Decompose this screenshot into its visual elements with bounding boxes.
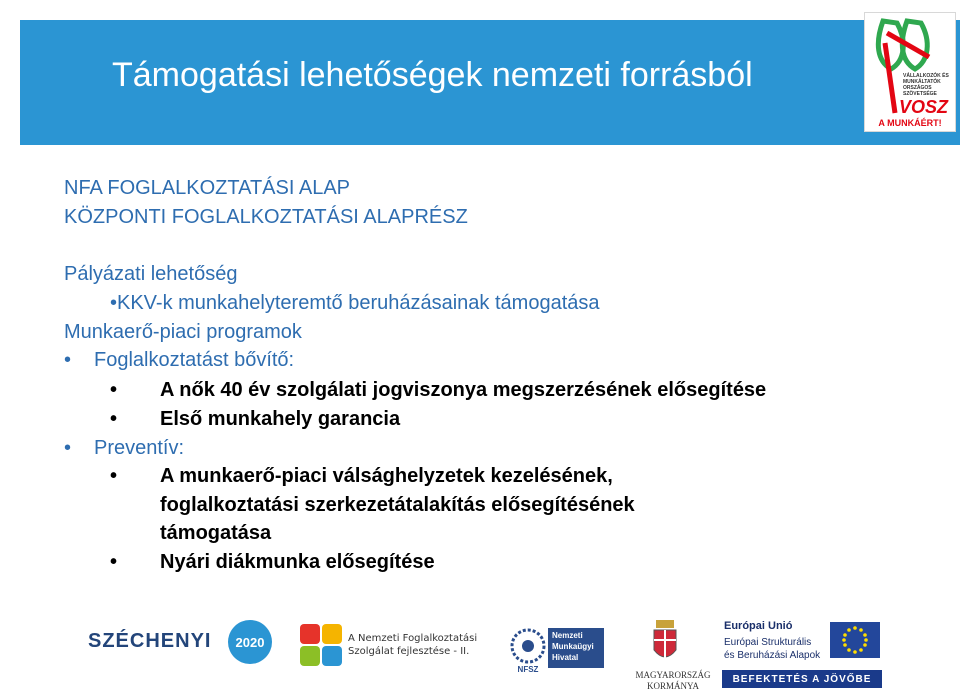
- bullet-icon: •: [64, 349, 72, 371]
- preventive-item-line-3: támogatása: [160, 522, 272, 544]
- expand-item-first-job: Első munkahely garancia: [160, 408, 401, 430]
- szechenyi-2020-badge: 2020: [228, 620, 272, 664]
- fund-line-1: NFA FOGLALKOZTATÁSI ALAP: [64, 177, 351, 199]
- nfsz-label: NFSZ: [517, 665, 539, 674]
- vosz-tagline: A MUNKÁÉRT!: [878, 118, 942, 128]
- footer-logos: [0, 600, 960, 694]
- preventive-item-line-2: foglalkoztatási szerkezetátalakítás elősegítésének: [160, 494, 635, 516]
- expand-heading: Foglalkoztatást bővítő:: [94, 349, 295, 371]
- preventive-heading: Preventív:: [94, 437, 185, 459]
- bullet-icon: •: [110, 551, 118, 573]
- nfa-project-text: [348, 632, 477, 658]
- vosz-logo: [864, 12, 956, 132]
- nfsz-emblem-icon: [508, 626, 548, 674]
- vosz-small-text: VÁLLALKOZÓK ÉS MUNKÁLTATÓK ORSZÁGOS SZÖVETSÉGE: [903, 73, 949, 97]
- hu-line-2: KORMÁNYA: [646, 681, 699, 691]
- bullet-icon: •: [64, 437, 72, 459]
- slide-title: Támogatási lehetőségek nemzeti forrásból: [112, 56, 753, 94]
- vosz-wordmark: VOSZ: [899, 97, 949, 117]
- nfsz-box: Nemzeti Munkaügyi Hivatal: [548, 628, 604, 668]
- bullet-icon: •: [110, 408, 118, 430]
- eu-title: Európai Unió: [724, 620, 793, 632]
- eu-flag-icon: [830, 622, 880, 658]
- tender-item: •KKV-k munkahelyteremtő beruházásainak támogatása: [110, 292, 600, 314]
- puzzle-icon: [298, 620, 344, 670]
- bullet-icon: •: [110, 379, 118, 401]
- preventive-item-line-1: A munkaerő-piaci válsághelyzetek kezelésének,: [160, 465, 613, 487]
- eu-line-2: és Beruházási Alapok: [724, 650, 821, 661]
- summer-item: Nyári diákmunka elősegítése: [160, 551, 435, 573]
- eu-line-1: Európai Strukturális: [724, 637, 812, 648]
- eu-slogan-bar: BEFEKTETÉS A JÖVŐBE: [722, 670, 882, 688]
- hungary-crest-icon: [650, 614, 680, 668]
- tender-heading: Pályázati lehetőség: [64, 263, 238, 285]
- eu-funds-text: [724, 636, 820, 662]
- labour-heading: Munkaerő-piaci programok: [64, 321, 302, 343]
- szechenyi-wordmark: SZÉCHENYI: [88, 630, 212, 652]
- bullet-icon: •: [110, 465, 118, 487]
- fund-line-2: KÖZPONTI FOGLALKOZTATÁSI ALAPRÉSZ: [64, 206, 468, 228]
- hungary-government-text: [630, 670, 716, 692]
- nfa-line-1: A Nemzeti Foglalkoztatási: [348, 633, 478, 644]
- expand-item-women: A nők 40 év szolgálati jogviszonya megszerzésének elősegítése: [160, 379, 767, 401]
- nfa-line-2: Szolgálat fejlesztése - II.: [348, 646, 470, 657]
- hu-line-1: MAGYARORSZÁG: [635, 670, 711, 680]
